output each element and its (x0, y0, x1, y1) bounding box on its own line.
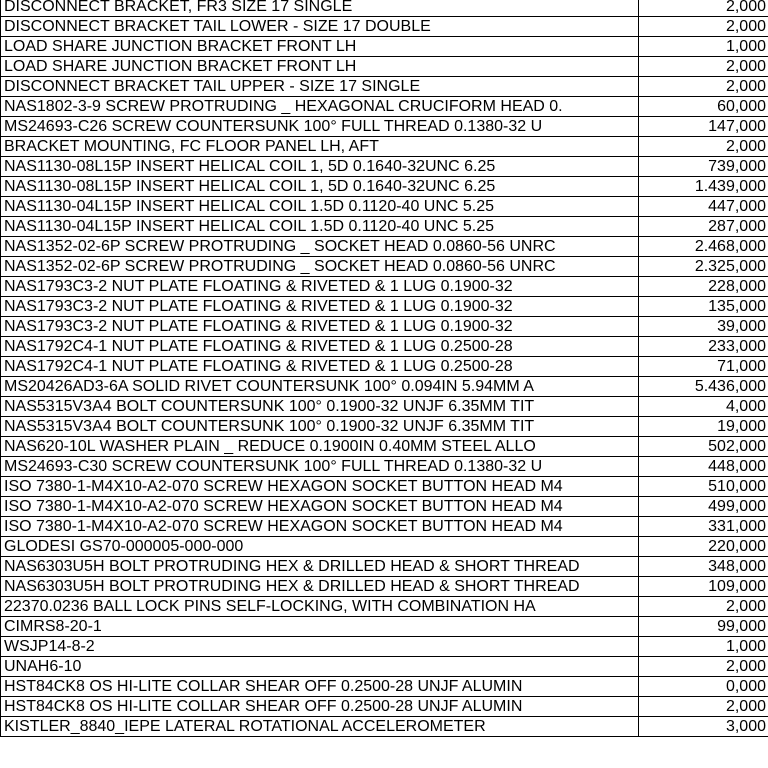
quantity-cell[interactable]: 1,000 (639, 637, 768, 657)
part-description-cell[interactable]: NAS6303U5H BOLT PROTRUDING HEX & DRILLED HEAD & SHORT THREAD (1, 577, 639, 597)
quantity-cell[interactable]: 2.468,000 (639, 237, 768, 257)
table-row (1, 657, 768, 677)
quantity-cell[interactable]: 2,000 (639, 697, 768, 717)
table-row (1, 577, 768, 597)
part-description-cell[interactable]: NAS6303U5H BOLT PROTRUDING HEX & DRILLED HEAD & SHORT THREAD (1, 557, 639, 577)
quantity-cell[interactable]: 135,000 (639, 297, 768, 317)
table-row (1, 257, 768, 277)
part-description-cell[interactable]: NAS1792C4-1 NUT PLATE FLOATING & RIVETED & 1 LUG 0.2500-28 (1, 357, 639, 377)
part-description-cell[interactable]: NAS1130-08L15P INSERT HELICAL COIL 1, 5D 0.1640-32UNC 6.25 (1, 157, 639, 177)
part-description-cell[interactable]: WSJP14-8-2 (1, 637, 639, 657)
quantity-cell[interactable]: 499,000 (639, 497, 768, 517)
table-row (1, 57, 768, 77)
quantity-cell[interactable]: 331,000 (639, 517, 768, 537)
table-row (1, 557, 768, 577)
part-description-cell[interactable]: DISCONNECT BRACKET TAIL UPPER - SIZE 17 SINGLE (1, 77, 639, 97)
quantity-cell[interactable]: 502,000 (639, 437, 768, 457)
quantity-cell[interactable]: 2.325,000 (639, 257, 768, 277)
quantity-cell[interactable]: 5.436,000 (639, 377, 768, 397)
part-description-cell[interactable]: HST84CK8 OS HI-LITE COLLAR SHEAR OFF 0.2500-28 UNJF ALUMIN (1, 677, 639, 697)
part-description-cell[interactable]: MS24693-C30 SCREW COUNTERSUNK 100° FULL THREAD 0.1380-32 U (1, 457, 639, 477)
table-row (1, 137, 768, 157)
table-row (1, 717, 768, 737)
part-description-cell[interactable]: NAS1793C3-2 NUT PLATE FLOATING & RIVETED & 1 LUG 0.1900-32 (1, 317, 639, 337)
part-description-cell[interactable]: DISCONNECT BRACKET, FR3 SIZE 17 SINGLE (1, 0, 639, 17)
part-description-cell[interactable]: NAS1793C3-2 NUT PLATE FLOATING & RIVETED & 1 LUG 0.1900-32 (1, 277, 639, 297)
table-row (1, 97, 768, 117)
part-description-cell[interactable]: ISO 7380-1-M4X10-A2-070 SCREW HEXAGON SOCKET BUTTON HEAD M4 (1, 477, 639, 497)
table-row (1, 697, 768, 717)
table-row (1, 597, 768, 617)
quantity-cell[interactable]: 348,000 (639, 557, 768, 577)
quantity-cell[interactable]: 448,000 (639, 457, 768, 477)
table-row (1, 237, 768, 257)
quantity-cell[interactable]: 60,000 (639, 97, 768, 117)
part-description-cell[interactable]: MS20426AD3-6A SOLID RIVET COUNTERSUNK 100° 0.094IN 5.94MM A (1, 377, 639, 397)
table-row (1, 277, 768, 297)
part-description-cell[interactable]: NAS1130-04L15P INSERT HELICAL COIL 1.5D 0.1120-40 UNC 5.25 (1, 197, 639, 217)
table-row (1, 377, 768, 397)
part-description-cell[interactable]: ISO 7380-1-M4X10-A2-070 SCREW HEXAGON SOCKET BUTTON HEAD M4 (1, 517, 639, 537)
table-row (1, 437, 768, 457)
part-description-cell[interactable]: HST84CK8 OS HI-LITE COLLAR SHEAR OFF 0.2500-28 UNJF ALUMIN (1, 697, 639, 717)
quantity-cell[interactable]: 2,000 (639, 77, 768, 97)
table-row (1, 677, 768, 697)
quantity-cell[interactable]: 2,000 (639, 0, 768, 17)
table-row (1, 517, 768, 537)
quantity-cell[interactable]: 0,000 (639, 677, 768, 697)
table-row (1, 537, 768, 557)
part-description-cell[interactable]: NAS1352-02-6P SCREW PROTRUDING _ SOCKET HEAD 0.0860-56 UNRC (1, 257, 639, 277)
quantity-cell[interactable]: 287,000 (639, 217, 768, 237)
part-description-cell[interactable]: NAS620-10L WASHER PLAIN _ REDUCE 0.1900IN 0.40MM STEEL ALLO (1, 437, 639, 457)
table-row (1, 217, 768, 237)
parts-table-body (1, 0, 768, 737)
table-row (1, 417, 768, 437)
quantity-cell[interactable]: 447,000 (639, 197, 768, 217)
part-description-cell[interactable]: BRACKET MOUNTING, FC FLOOR PANEL LH, AFT (1, 137, 639, 157)
table-row (1, 397, 768, 417)
part-description-cell[interactable]: LOAD SHARE JUNCTION BRACKET FRONT LH (1, 37, 639, 57)
part-description-cell[interactable]: GLODESI GS70-000005-000-000 (1, 537, 639, 557)
quantity-cell[interactable]: 39,000 (639, 317, 768, 337)
quantity-cell[interactable]: 220,000 (639, 537, 768, 557)
part-description-cell[interactable]: LOAD SHARE JUNCTION BRACKET FRONT LH (1, 57, 639, 77)
quantity-cell[interactable]: 147,000 (639, 117, 768, 137)
part-description-cell[interactable]: 22370.0236 BALL LOCK PINS SELF-LOCKING, WITH COMBINATION HA (1, 597, 639, 617)
quantity-cell[interactable]: 233,000 (639, 337, 768, 357)
table-row (1, 457, 768, 477)
quantity-cell[interactable]: 739,000 (639, 157, 768, 177)
part-description-cell[interactable]: NAS1792C4-1 NUT PLATE FLOATING & RIVETED & 1 LUG 0.2500-28 (1, 337, 639, 357)
quantity-cell[interactable]: 228,000 (639, 277, 768, 297)
table-row (1, 617, 768, 637)
quantity-cell[interactable]: 2,000 (639, 57, 768, 77)
table-row (1, 317, 768, 337)
quantity-cell[interactable]: 3,000 (639, 717, 768, 737)
quantity-cell[interactable]: 510,000 (639, 477, 768, 497)
part-description-cell[interactable]: MS24693-C26 SCREW COUNTERSUNK 100° FULL THREAD 0.1380-32 U (1, 117, 639, 137)
part-description-cell[interactable]: NAS1130-08L15P INSERT HELICAL COIL 1, 5D 0.1640-32UNC 6.25 (1, 177, 639, 197)
table-row (1, 117, 768, 137)
quantity-cell[interactable]: 1.439,000 (639, 177, 768, 197)
quantity-cell[interactable]: 109,000 (639, 577, 768, 597)
part-description-cell[interactable]: CIMRS8-20-1 (1, 617, 639, 637)
quantity-cell[interactable]: 99,000 (639, 617, 768, 637)
quantity-cell[interactable]: 1,000 (639, 37, 768, 57)
table-row (1, 157, 768, 177)
quantity-cell[interactable]: 2,000 (639, 17, 768, 37)
table-row (1, 0, 768, 17)
part-description-cell[interactable]: NAS1802-3-9 SCREW PROTRUDING _ HEXAGONAL CRUCIFORM HEAD 0. (1, 97, 639, 117)
part-description-cell[interactable]: NAS1130-04L15P INSERT HELICAL COIL 1.5D 0.1120-40 UNC 5.25 (1, 217, 639, 237)
part-description-cell[interactable]: NAS5315V3A4 BOLT COUNTERSUNK 100° 0.1900-32 UNJF 6.35MM TIT (1, 397, 639, 417)
table-row (1, 37, 768, 57)
table-row (1, 477, 768, 497)
table-row (1, 637, 768, 657)
table-row (1, 177, 768, 197)
part-description-cell[interactable]: NAS1793C3-2 NUT PLATE FLOATING & RIVETED & 1 LUG 0.1900-32 (1, 297, 639, 317)
part-description-cell[interactable]: UNAH6-10 (1, 657, 639, 677)
table-row (1, 337, 768, 357)
part-description-cell[interactable]: NAS5315V3A4 BOLT COUNTERSUNK 100° 0.1900-32 UNJF 6.35MM TIT (1, 417, 639, 437)
quantity-cell[interactable]: 2,000 (639, 597, 768, 617)
part-description-cell[interactable]: KISTLER_8840_IEPE LATERAL ROTATIONAL ACCELEROMETER (1, 717, 639, 737)
quantity-cell[interactable]: 4,000 (639, 397, 768, 417)
table-row (1, 77, 768, 97)
table-row (1, 497, 768, 517)
quantity-cell[interactable]: 2,000 (639, 657, 768, 677)
quantity-cell[interactable]: 71,000 (639, 357, 768, 377)
part-description-cell[interactable]: ISO 7380-1-M4X10-A2-070 SCREW HEXAGON SOCKET BUTTON HEAD M4 (1, 497, 639, 517)
part-description-cell[interactable]: NAS1352-02-6P SCREW PROTRUDING _ SOCKET HEAD 0.0860-56 UNRC (1, 237, 639, 257)
table-row (1, 17, 768, 37)
quantity-cell[interactable]: 19,000 (639, 417, 768, 437)
part-description-cell[interactable]: DISCONNECT BRACKET TAIL LOWER - SIZE 17 DOUBLE (1, 17, 639, 37)
table-row (1, 357, 768, 377)
table-row (1, 197, 768, 217)
table-row (1, 297, 768, 317)
quantity-cell[interactable]: 2,000 (639, 137, 768, 157)
